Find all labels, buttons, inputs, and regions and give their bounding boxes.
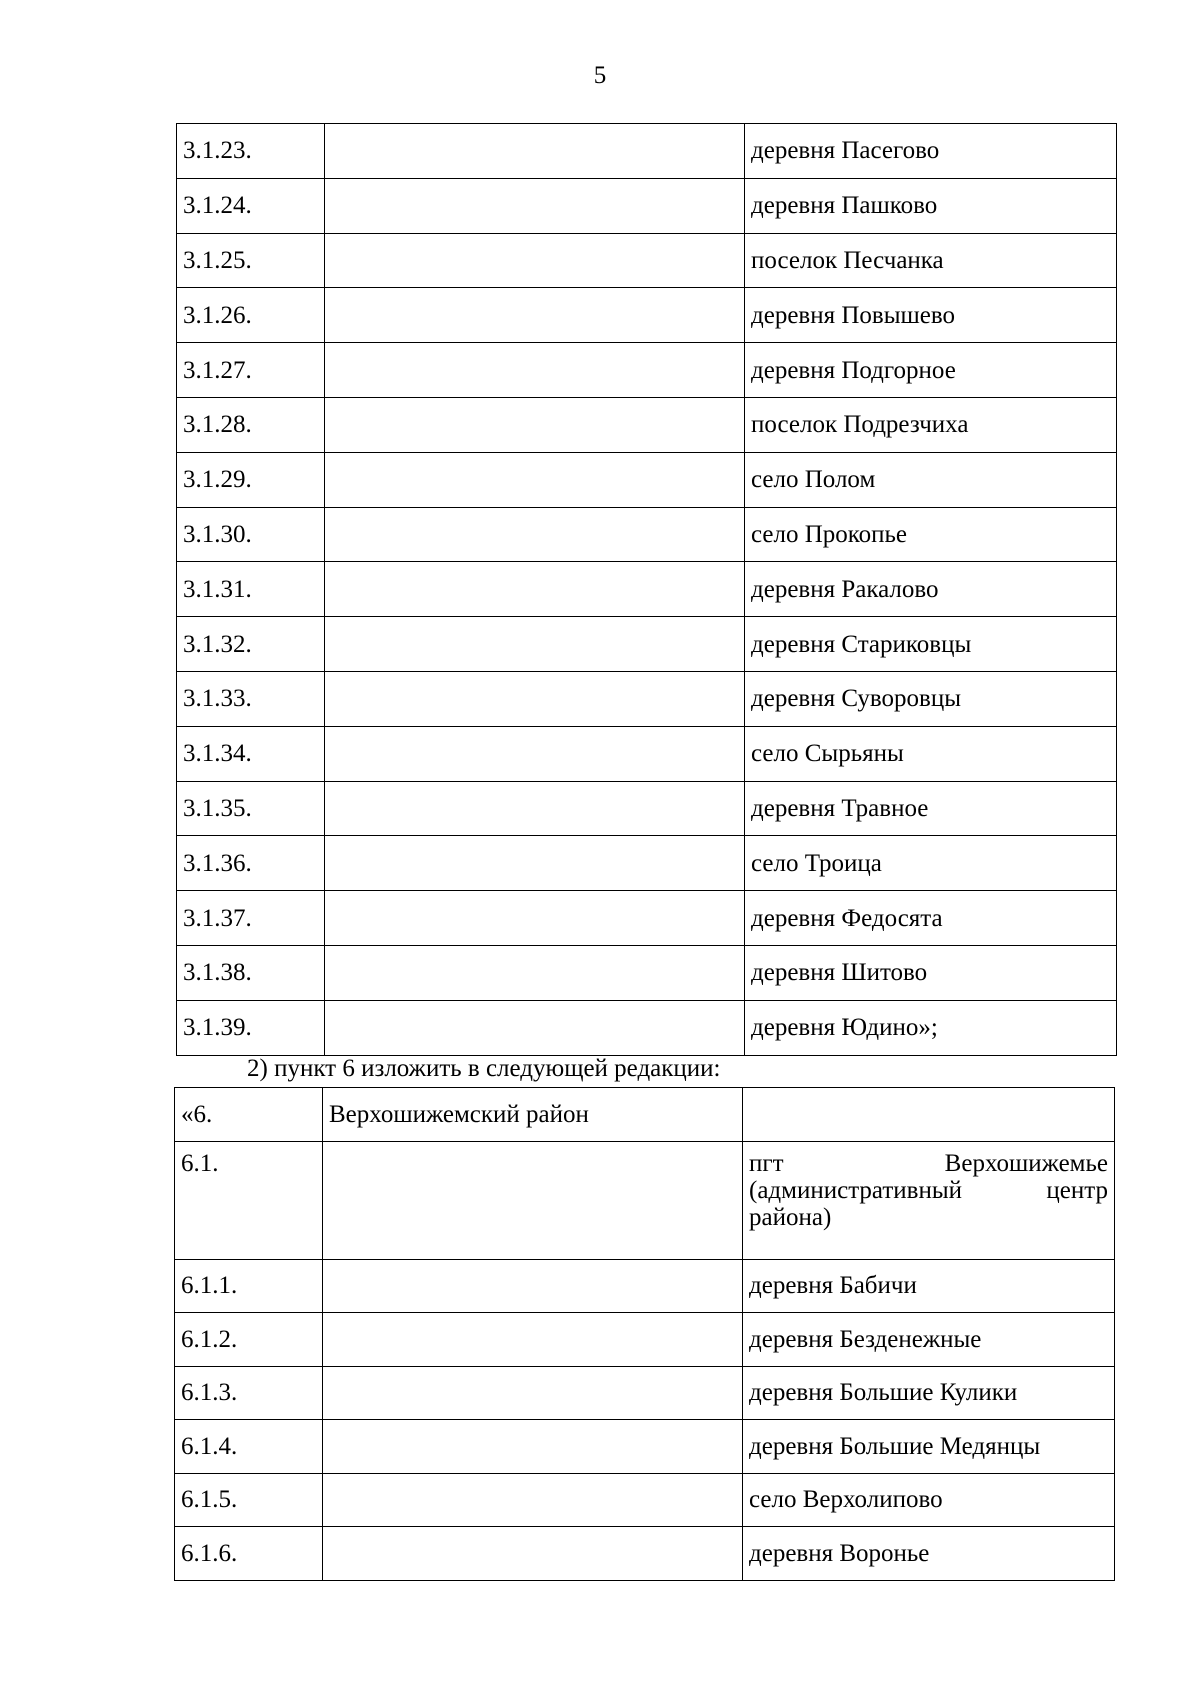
settlement-name: деревня Травное [745, 781, 1117, 836]
row-number: 3.1.27. [177, 343, 325, 398]
row-number: 6.1.1. [175, 1259, 323, 1313]
district-cell [323, 1141, 743, 1259]
table-row [177, 671, 1117, 726]
settlement-name: село Троица [745, 836, 1117, 891]
row-number: 6.1.6. [175, 1527, 323, 1581]
district-name: Верхошижемский район [323, 1088, 743, 1142]
row-number: «6. [175, 1088, 323, 1142]
table-row [175, 1141, 1115, 1259]
row-number: 3.1.34. [177, 726, 325, 781]
row-number: 3.1.31. [177, 562, 325, 617]
settlement-name: поселок Подрезчиха [745, 397, 1117, 452]
settlement-name: село Прокопье [745, 507, 1117, 562]
settlement-name: деревня Ракалово [745, 562, 1117, 617]
settlement-name: деревня Шитово [745, 945, 1117, 1000]
settlement-name: село Сырьяны [745, 726, 1117, 781]
row-number: 3.1.32. [177, 617, 325, 672]
row-number: 6.1.4. [175, 1420, 323, 1474]
district-cell [325, 836, 745, 891]
row-number: 6.1. [175, 1141, 323, 1259]
district-cell [325, 124, 745, 179]
table-row [177, 507, 1117, 562]
district-cell [325, 288, 745, 343]
row-number: 3.1.23. [177, 124, 325, 179]
settlement-name: деревня Безденежные [743, 1313, 1115, 1367]
district-cell [323, 1420, 743, 1474]
settlement-line: пгт Верхошижемье [749, 1149, 1108, 1177]
district-cell [325, 233, 745, 288]
settlement-name: деревня Повышево [745, 288, 1117, 343]
amendment-instruction: 2) пункт 6 изложить в следующей редакции: [247, 1055, 721, 1082]
settlement-line: (административный центр [749, 1176, 1108, 1204]
table-row [175, 1527, 1115, 1581]
table-row [177, 781, 1117, 836]
row-number: 3.1.26. [177, 288, 325, 343]
table-row [177, 726, 1117, 781]
row-number: 6.1.2. [175, 1313, 323, 1367]
table-row [177, 397, 1117, 452]
row-number: 3.1.35. [177, 781, 325, 836]
table-row [175, 1088, 1115, 1142]
table-row [177, 891, 1117, 946]
settlement-name: деревня Воронье [743, 1527, 1115, 1581]
row-number: 3.1.29. [177, 452, 325, 507]
district-cell [325, 671, 745, 726]
table-row [175, 1420, 1115, 1474]
row-number: 6.1.5. [175, 1473, 323, 1527]
row-number: 3.1.36. [177, 836, 325, 891]
district-cell [323, 1366, 743, 1420]
settlement-name: деревня Пасегово [745, 124, 1117, 179]
table-row [177, 1000, 1117, 1055]
table-row [177, 288, 1117, 343]
settlement-name [743, 1088, 1115, 1142]
settlement-name: деревня Большие Кулики [743, 1366, 1115, 1420]
settlement-line: района) [749, 1203, 832, 1231]
settlement-name: село Полом [745, 452, 1117, 507]
settlement-name: деревня Суворовцы [745, 671, 1117, 726]
settlement-name: деревня Бабичи [743, 1259, 1115, 1313]
district-cell [325, 945, 745, 1000]
table-row [177, 562, 1117, 617]
row-number: 3.1.38. [177, 945, 325, 1000]
district-cell [325, 343, 745, 398]
district-cell [325, 562, 745, 617]
row-number: 3.1.25. [177, 233, 325, 288]
table-row [177, 343, 1117, 398]
row-number: 3.1.33. [177, 671, 325, 726]
district-cell [323, 1313, 743, 1367]
page-number: 5 [593, 62, 607, 89]
row-number: 3.1.39. [177, 1000, 325, 1055]
settlements-table-district-6 [174, 1087, 1115, 1581]
settlement-name: поселок Песчанка [745, 233, 1117, 288]
table-row [175, 1473, 1115, 1527]
district-cell [323, 1259, 743, 1313]
district-cell [325, 507, 745, 562]
table-row [175, 1259, 1115, 1313]
row-number: 3.1.24. [177, 178, 325, 233]
table-row [177, 124, 1117, 179]
district-cell [325, 397, 745, 452]
settlement-name: деревня Подгорное [745, 343, 1117, 398]
table-row [177, 945, 1117, 1000]
district-cell [325, 1000, 745, 1055]
district-cell [323, 1527, 743, 1581]
row-number: 3.1.30. [177, 507, 325, 562]
settlement-name: деревня Юдино»; [745, 1000, 1117, 1055]
table-row [177, 178, 1117, 233]
settlement-name: деревня Большие Медянцы [743, 1420, 1115, 1474]
district-cell [325, 726, 745, 781]
settlement-name: деревня Федосята [745, 891, 1117, 946]
district-cell [325, 178, 745, 233]
row-number: 6.1.3. [175, 1366, 323, 1420]
settlement-name: деревня Стариковцы [745, 617, 1117, 672]
row-number: 3.1.37. [177, 891, 325, 946]
row-number: 3.1.28. [177, 397, 325, 452]
table-row [175, 1313, 1115, 1367]
table-row [177, 233, 1117, 288]
table-row [177, 836, 1117, 891]
settlement-name: деревня Пашково [745, 178, 1117, 233]
settlements-table-district-3 [176, 123, 1117, 1056]
table-row [177, 617, 1117, 672]
settlement-name [743, 1141, 1115, 1259]
district-cell [325, 891, 745, 946]
district-cell [325, 617, 745, 672]
district-cell [325, 781, 745, 836]
table-row [175, 1366, 1115, 1420]
settlement-name: село Верхолипово [743, 1473, 1115, 1527]
district-cell [325, 452, 745, 507]
district-cell [323, 1473, 743, 1527]
table-row [177, 452, 1117, 507]
